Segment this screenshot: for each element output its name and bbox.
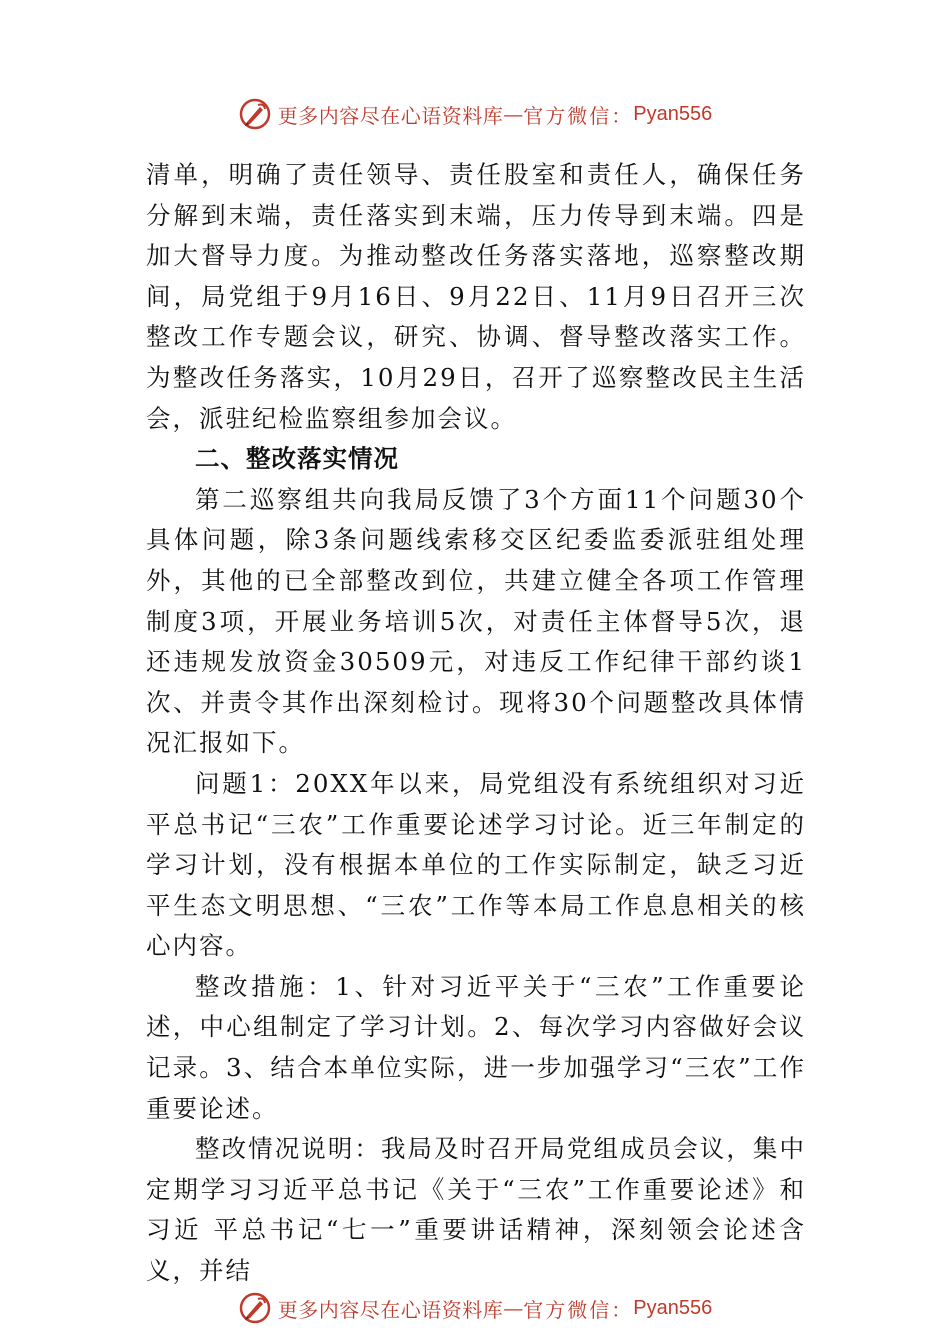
pen-logo-icon bbox=[238, 1291, 272, 1325]
footer-wechat-label: 官方微信： bbox=[523, 1297, 634, 1322]
footer-dash: — bbox=[503, 1296, 524, 1320]
paragraph-continuation: 清单，明确了责任领导、责任股室和责任人，确保任务分解到末端，责任落实到末端，压力传导到末端。四是加大督导力度。为推动整改任务落实落地，巡察整改期间，局党组于9月16日、9月22日、11月9日召开三次整改工作专题会议，研究、协调、督导整改落实工作。为整改任务落实，10月29日，召开了巡察整改民主生活会，派驻纪检监察组参加会议。 bbox=[146, 160, 806, 433]
pen-logo-icon bbox=[238, 97, 272, 131]
paragraph-explanation: 整改情况说明：我局及时召开局党组成员会议，集中定期学习习近平总书记《关于“三农”工作重要论述》和习近 平总书记“七一”重要讲话精神，深刻领会论述含义，并结 bbox=[146, 1134, 806, 1286]
paragraph-summary: 第二巡察组共向我局反馈了3个方面11个问题30个具体问题，除3条问题线索移交区纪委监委派驻组处理外，其他的已全部整改到位，共建立健全各项工作管理制度3项，开展业务培训5次，对责任主体督导5次，退还违规发放资金30509元，对违反工作纪律干部约谈1次、并责令其作出深刻检讨。现将30个问题整改具体情况汇报如下。 bbox=[146, 484, 806, 758]
header-wechat-label: 官方微信： bbox=[523, 103, 634, 128]
document-body bbox=[146, 155, 806, 1292]
header-wechat-id: Pyan556 bbox=[633, 102, 713, 125]
paragraph-measures: 整改措施：1、针对习近平关于“三农”工作重要论述，中心组制定了学习计划。2、每次学习内容做好会议记录。3、结合本单位实际，进一步加强学习“三农”工作重要论述。 bbox=[146, 971, 806, 1123]
header-main-text: 更多内容尽在心语资料库 bbox=[277, 103, 504, 128]
footer-main-text: 更多内容尽在心语资料库 bbox=[277, 1297, 504, 1322]
header-banner bbox=[0, 94, 950, 134]
footer-banner bbox=[0, 1288, 950, 1328]
header-dash: — bbox=[503, 102, 524, 126]
section-heading: 二、整改落实情况 bbox=[195, 444, 399, 474]
paragraph-problem-1: 问题1：20XX年以来，局党组没有系统组织对习近平总书记“三农”工作重要论述学习讨论。近三年制定的学习计划，没有根据本单位的工作实际制定，缺乏习近平生态文明思想、“三农”工作等本局工作息息相关的核心内容。 bbox=[146, 768, 806, 961]
footer-wechat-id: Pyan556 bbox=[633, 1296, 713, 1319]
